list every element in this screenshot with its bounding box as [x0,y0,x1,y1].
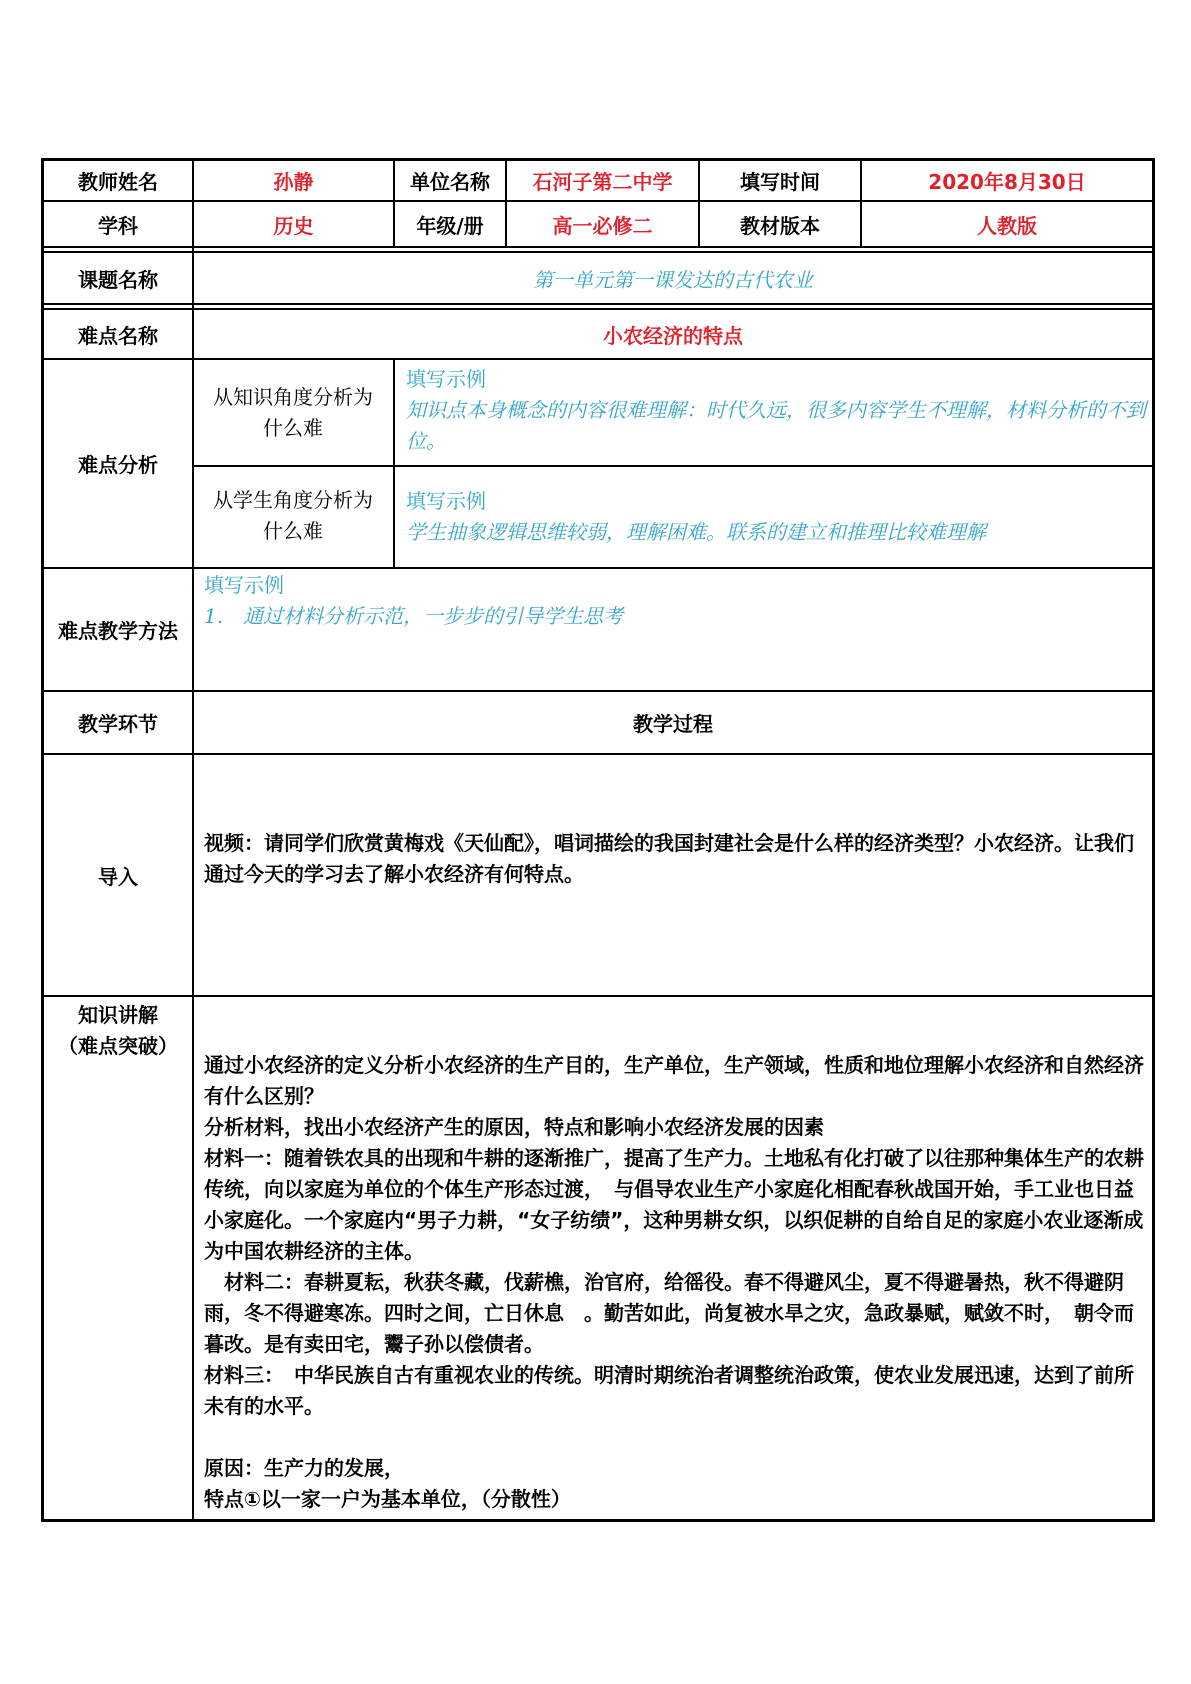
knowledge-label-line1: 知识讲解 [78,1003,158,1027]
knowledge-example-text: 知识点本身概念的内容很难理解：时代久远，很多内容学生不理解，材料分析的不到位。 [406,398,1146,453]
knowledge-material-2: 材料二：春耕夏耘，秋获冬藏，伐薪樵，治官府，给徭役。春不得避风尘，夏不得避暑热，秋不得避阴雨，冬不得避寒冻。四时之间，亡日休息 。勤苦如此，尚复被水旱之灾，急政暴赋，赋敛不时， 朝令而暮改。是有卖田宅，鬻子孙以偿债者。 [204,1270,1134,1356]
col-divider [192,158,194,1522]
analysis-label: 难点分析 [78,453,158,477]
process-stage-label: 教学环节 [78,712,158,736]
intro-label: 导入 [98,864,138,889]
student-angle-label: 从学生角度分析为什么难 [213,488,373,543]
method-label: 难点教学方法 [58,619,178,643]
intro-paragraph: 视频：请同学们欣赏黄梅戏《天仙配》，唱词描绘的我国封建社会是什么样的经济类型？小农经济。让我们通过今天的学习去了解小农经济有何特点。 [204,831,1134,886]
intro-text [204,828,1146,890]
unit-value: 石河子第二中学 [532,170,673,194]
student-angle-content [406,486,1148,556]
difficulty-value: 小农经济的特点 [603,323,743,348]
knowledge-cause: 原因：生产力的发展， [204,1456,404,1480]
topic-value: 第一单元第一课发达的古代农业 [533,267,813,292]
row-divider [41,358,1155,360]
difficulty-label: 难点名称 [78,323,158,348]
row-divider [41,753,1155,755]
knowledge-paragraph-1: 通过小农经济的定义分析小农经济的生产目的，生产单位，生产领域，性质和地位理解小农经济和自然经济有什么区别？ [204,1053,1144,1108]
knowledge-angle-content [406,364,1148,464]
student-example-text: 学生抽象逻辑思维较弱，理解困难。联系的建立和推理比较难理解 [406,520,986,544]
topic-label: 课题名称 [78,267,158,292]
knowledge-paragraph-2: 分析材料，找出小农经济产生的原因，特点和影响小农经济发展的因素 [204,1115,824,1139]
row-divider [41,567,1155,569]
knowledge-material-3: 材料三： 中华民族自古有重视农业的传统。明清时期统治者调整统治政策，使农业发展迅速，达到了前所未有的水平。 [204,1363,1134,1418]
row-divider [192,465,1155,467]
knowledge-example-label: 填写示例 [406,367,486,391]
unit-label: 单位名称 [410,170,490,194]
row-divider [41,995,1155,997]
knowledge-label [44,1000,192,1062]
grade-value: 高一必修二 [552,213,653,238]
process-label: 教学过程 [633,712,713,736]
row-divider [41,303,1155,305]
blank-line [204,1422,1146,1453]
knowledge-angle-label: 从知识角度分析为什么难 [213,385,373,440]
grade-label: 年级/册 [416,213,484,238]
subject-label: 学科 [98,213,138,238]
row-divider [41,246,1155,248]
col-divider [393,358,395,567]
method-content [204,570,1144,650]
method-item: 1. 通过材料分析示范，一步步的引导学生思考 [204,604,624,628]
edition-value: 人教版 [977,213,1037,238]
edition-label: 教材版本 [740,213,820,238]
teacher-label: 教师姓名 [78,170,158,194]
method-example-label: 填写示例 [204,573,284,597]
student-example-label: 填写示例 [406,489,486,513]
time-value: 2020年8月30日 [928,170,1086,194]
knowledge-feature: 特点①以一家一户为基本单位，（分散性） [204,1487,571,1511]
subject-value: 历史 [273,213,314,238]
knowledge-material-1: 材料一：随着铁农具的出现和牛耕的逐渐推广，提高了生产力。土地私有化打破了以往那种集体生产的农耕传统，向以家庭为单位的个体生产形态过渡， 与倡导农业生产小家庭化相配春秋战国开始，手工业也日益小家庭化。一个家庭内“男子力耕，“女子纺绩”，这种男耕女织，以织促耕的自给自足的家庭小农业逐渐成为中国农耕经济的主体。 [204,1146,1144,1263]
knowledge-content [204,1050,1146,1515]
time-label: 填写时间 [740,170,820,194]
knowledge-label-line2: （难点突破） [58,1034,178,1058]
teacher-value: 孙静 [273,170,314,194]
